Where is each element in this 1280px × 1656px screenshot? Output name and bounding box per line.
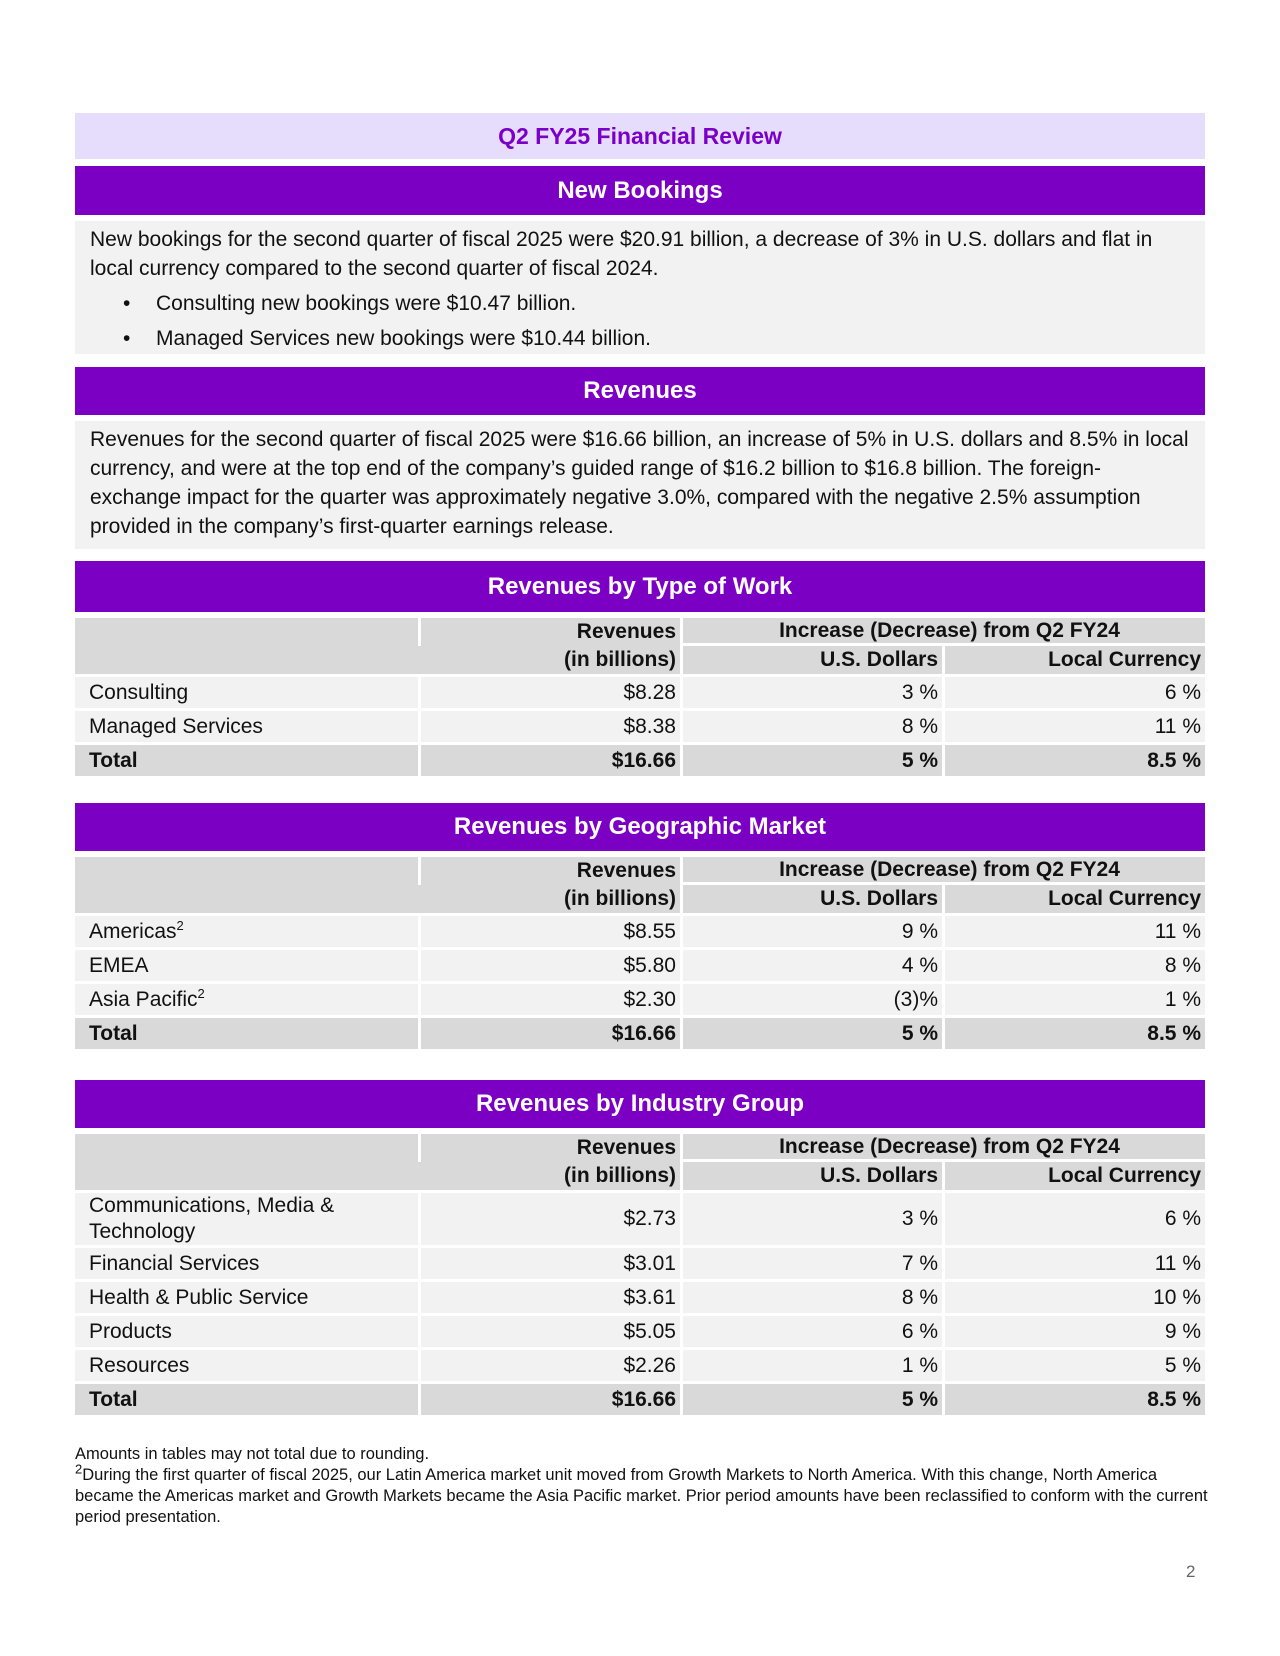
page-number: 2	[1186, 1562, 1196, 1581]
row-label: Communications, Media & Technology	[75, 1190, 418, 1245]
bullet-icon: •	[123, 327, 131, 350]
table-row	[75, 1245, 1205, 1279]
header-usd: U.S. Dollars	[680, 1162, 942, 1190]
footnote-2	[75, 1461, 1215, 1528]
header-in-billions: (in billions)	[418, 646, 680, 674]
row-revenue: $3.61	[418, 1279, 680, 1313]
total-row	[75, 1015, 1205, 1049]
row-revenue: $2.73	[418, 1190, 680, 1245]
row-label: Health & Public Service	[75, 1279, 418, 1313]
row-revenue: $3.01	[418, 1245, 680, 1279]
row-usd: 8 %	[680, 708, 942, 742]
total-row	[75, 742, 1205, 776]
row-label: Managed Services	[75, 708, 418, 742]
header-increase: Increase (Decrease) from Q2 FY24	[680, 618, 1205, 646]
header-local: Local Currency	[942, 646, 1205, 674]
header-revenues: Revenues	[418, 857, 680, 885]
header-increase: Increase (Decrease) from Q2 FY24	[680, 1134, 1205, 1162]
row-label-text: Americas	[89, 919, 177, 943]
header-revenues: Revenues	[418, 618, 680, 646]
row-usd: 8 %	[680, 1279, 942, 1313]
row-local: 9 %	[942, 1313, 1205, 1347]
row-revenue: $5.05	[418, 1313, 680, 1347]
total-local: 8.5 %	[942, 1015, 1205, 1049]
total-revenue: $16.66	[418, 742, 680, 776]
total-revenue: $16.66	[418, 1381, 680, 1415]
geographic-table	[75, 857, 1205, 1049]
table-row	[75, 1279, 1205, 1313]
table-row	[75, 981, 1205, 1015]
row-local: 11 %	[942, 1245, 1205, 1279]
total-label: Total	[75, 742, 418, 776]
industry-table	[75, 1134, 1205, 1415]
row-revenue: $8.38	[418, 708, 680, 742]
new-bookings-heading: New Bookings	[75, 166, 1205, 215]
row-revenue: $2.26	[418, 1347, 680, 1381]
new-bookings-section	[75, 221, 1205, 354]
row-usd: 6 %	[680, 1313, 942, 1347]
table-row	[75, 913, 1205, 947]
footnote-marker: 2	[75, 1461, 83, 1477]
table-row	[75, 674, 1205, 708]
row-local: 11 %	[942, 708, 1205, 742]
type-of-work-table	[75, 618, 1205, 776]
row-usd: 4 %	[680, 947, 942, 981]
total-label: Total	[75, 1015, 418, 1049]
bullet-text: Consulting new bookings were $10.47 billion.	[156, 292, 577, 315]
type-of-work-heading: Revenues by Type of Work	[75, 561, 1205, 612]
row-label	[75, 981, 418, 1015]
revenues-text: Revenues for the second quarter of fiscal 2025 were $16.66 billion, an increase of 5% in U.S. dollars and 8.5% in local currency, and were at the top end of the company’s guided range of $16.2 billion to $16.8 billion. The foreign-exchange impact for the quarter was approximately negative 3.0%, compared with the negative 2.5% assumption provided in the company’s first-quarter earnings release.	[75, 421, 1205, 549]
header-increase: Increase (Decrease) from Q2 FY24	[680, 857, 1205, 885]
row-usd: 3 %	[680, 1190, 942, 1245]
row-label: Products	[75, 1313, 418, 1347]
row-revenue: $8.55	[418, 913, 680, 947]
table-row	[75, 1347, 1205, 1381]
row-usd: 7 %	[680, 1245, 942, 1279]
total-label: Total	[75, 1381, 418, 1415]
header-local: Local Currency	[942, 885, 1205, 913]
total-usd: 5 %	[680, 742, 942, 776]
table-row	[75, 708, 1205, 742]
total-usd: 5 %	[680, 1381, 942, 1415]
bullet-text: Managed Services new bookings were $10.44 billion.	[156, 327, 651, 350]
header-blank-cell	[75, 1134, 418, 1190]
row-usd: 3 %	[680, 674, 942, 708]
page-title: Q2 FY25 Financial Review	[75, 113, 1205, 159]
row-local: 10 %	[942, 1279, 1205, 1313]
bullet-icon: •	[123, 292, 131, 315]
table-row	[75, 1313, 1205, 1347]
header-blank-cell	[75, 857, 418, 913]
total-revenue: $16.66	[418, 1015, 680, 1049]
header-in-billions: (in billions)	[418, 1162, 680, 1190]
footnote-marker: 2	[176, 917, 184, 933]
row-label: Resources	[75, 1347, 418, 1381]
row-revenue: $8.28	[418, 674, 680, 708]
total-local: 8.5 %	[942, 1381, 1205, 1415]
row-local: 6 %	[942, 1190, 1205, 1245]
footnote-marker: 2	[197, 985, 205, 1001]
row-label: Consulting	[75, 674, 418, 708]
table-row	[75, 947, 1205, 981]
industry-heading: Revenues by Industry Group	[75, 1080, 1205, 1128]
table-row	[75, 1190, 1205, 1245]
row-usd: 1 %	[680, 1347, 942, 1381]
new-bookings-text: New bookings for the second quarter of fiscal 2025 were $20.91 billion, a decrease of 3% in U.S. dollars and flat in local currency compared to the second quarter of fiscal 2024.	[90, 228, 1153, 280]
total-local: 8.5 %	[942, 742, 1205, 776]
row-local: 11 %	[942, 913, 1205, 947]
bullet-item	[90, 324, 1191, 353]
row-usd: (3)%	[680, 981, 942, 1015]
row-usd: 9 %	[680, 913, 942, 947]
row-local: 8 %	[942, 947, 1205, 981]
header-local: Local Currency	[942, 1162, 1205, 1190]
row-local: 5 %	[942, 1347, 1205, 1381]
header-usd: U.S. Dollars	[680, 885, 942, 913]
row-local: 1 %	[942, 981, 1205, 1015]
header-revenues: Revenues	[418, 1134, 680, 1162]
header-in-billions: (in billions)	[418, 885, 680, 913]
row-label: EMEA	[75, 947, 418, 981]
bullet-item	[90, 289, 1191, 318]
header-blank-cell	[75, 618, 418, 674]
row-revenue: $5.80	[418, 947, 680, 981]
total-usd: 5 %	[680, 1015, 942, 1049]
geographic-heading: Revenues by Geographic Market	[75, 803, 1205, 851]
row-local: 6 %	[942, 674, 1205, 708]
header-usd: U.S. Dollars	[680, 646, 942, 674]
footnote-2-text: During the first quarter of fiscal 2025, our Latin America market unit moved from Growth Markets to North America. With this change, North America became the Americas market and Growth Markets became the Asia Pacific market. Prior period amounts have been reclassified to conform with the current period presentation.	[75, 1466, 1208, 1526]
row-label-text: Asia Pacific	[89, 987, 198, 1011]
row-label	[75, 913, 418, 947]
revenues-heading: Revenues	[75, 367, 1205, 415]
total-row	[75, 1381, 1205, 1415]
row-label: Financial Services	[75, 1245, 418, 1279]
rounding-footnote: Amounts in tables may not total due to rounding.	[75, 1445, 430, 1463]
row-revenue: $2.30	[418, 981, 680, 1015]
